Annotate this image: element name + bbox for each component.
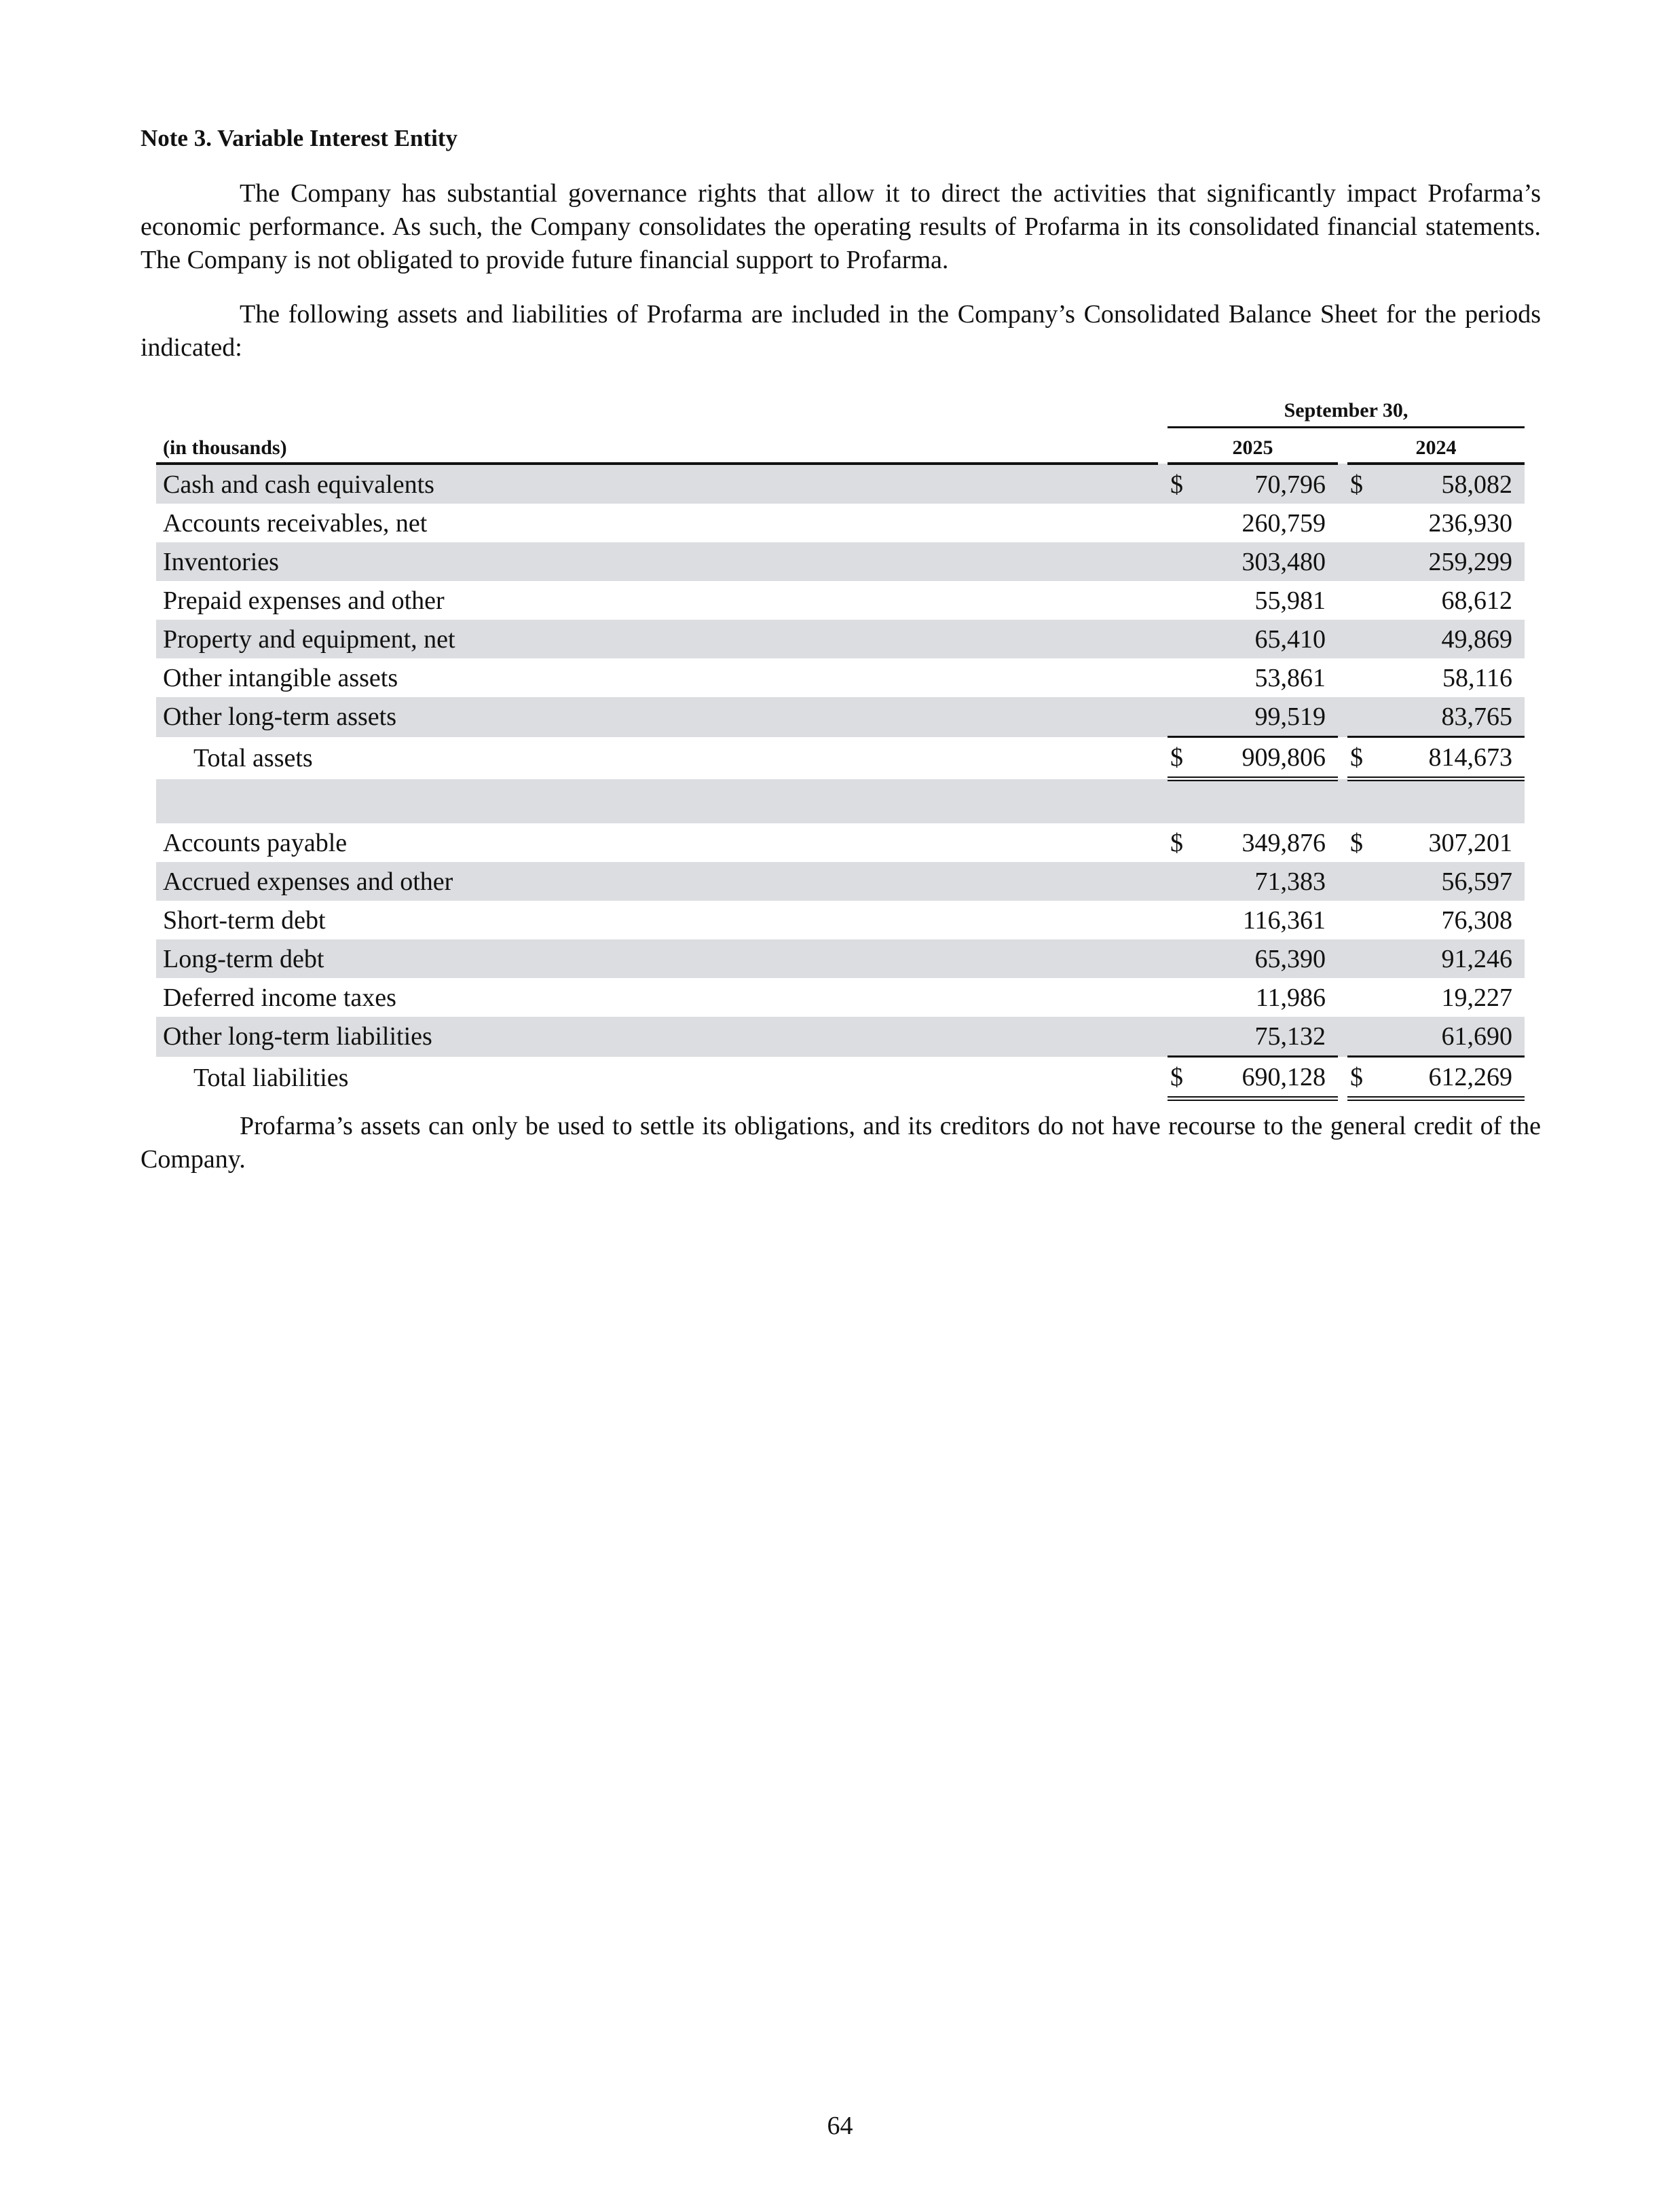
row-label: Accrued expenses and other <box>156 862 1158 901</box>
currency-symbol: $ <box>1347 464 1370 504</box>
value-2024: 91,246 <box>1370 939 1525 978</box>
row-label: Other long-term liabilities <box>156 1017 1158 1057</box>
value-2024: 612,269 <box>1370 1057 1525 1099</box>
table-row <box>156 1017 1525 1057</box>
table-row <box>156 620 1525 658</box>
row-label: Accounts receivables, net <box>163 508 428 538</box>
currency-symbol: $ <box>1350 828 1363 857</box>
currency-symbol: $ <box>1168 464 1191 504</box>
value-2025: 65,390 <box>1191 939 1338 978</box>
vie-balance-table <box>156 394 1525 1101</box>
table-row <box>156 658 1525 697</box>
row-label: Accounts payable <box>163 828 348 857</box>
row-label: Long-term debt <box>156 939 1158 978</box>
row-label: Short-term debt <box>163 905 326 935</box>
value-2024: 49,869 <box>1370 620 1525 658</box>
row-label: Total assets <box>193 743 313 772</box>
value-2025: 53,861 <box>1254 663 1326 692</box>
total-assets-row <box>156 737 1525 779</box>
table-row <box>156 823 1525 862</box>
value-2025: 65,410 <box>1191 620 1338 658</box>
value-2025: 55,981 <box>1254 586 1326 615</box>
value-2025: 909,806 <box>1191 737 1338 779</box>
note-heading: Note 3. Variable Interest Entity <box>141 125 458 151</box>
value-2024: 58,116 <box>1442 663 1513 692</box>
currency-symbol: $ <box>1168 1057 1191 1099</box>
value-2024: 83,765 <box>1370 697 1525 737</box>
value-2025: 116,361 <box>1242 905 1326 935</box>
value-2024: 307,201 <box>1428 828 1513 857</box>
row-label: Property and equipment, net <box>156 620 1158 658</box>
row-label: Other intangible assets <box>163 663 398 692</box>
intro-paragraph: The Company has substantial governance rights that allow it to direct the activities that significantly impact Profarma’s economic performance. As such, the Company consolidates the operating results of Profarma in its consolidated financial statements. The Company is not obligated to provide future financial support to Profarma. <box>141 179 1541 274</box>
table-row <box>156 862 1525 901</box>
row-label: Other long-term assets <box>156 697 1158 737</box>
table-header-row <box>156 428 1525 464</box>
currency-symbol: $ <box>1347 737 1370 779</box>
total-liabilities-row <box>156 1057 1525 1099</box>
value-2024: 814,673 <box>1370 737 1525 779</box>
table-header-period-row <box>156 394 1525 428</box>
column-header-2025: 2025 <box>1168 428 1338 464</box>
value-2025: 349,876 <box>1242 828 1326 857</box>
table-intro-paragraph: The following assets and liabilities of Profarma are included in the Company’s Consolidated Balance Sheet for the periods indicated: <box>141 300 1541 362</box>
value-2025: 11,986 <box>1255 983 1326 1012</box>
value-2024: 56,597 <box>1370 862 1525 901</box>
unit-label: (in thousands) <box>156 428 1158 464</box>
row-label: Deferred income taxes <box>163 983 396 1012</box>
table-row <box>156 939 1525 978</box>
value-2024: 76,308 <box>1441 905 1513 935</box>
value-2024: 68,612 <box>1441 586 1513 615</box>
value-2024: 19,227 <box>1441 983 1513 1012</box>
table-row <box>156 464 1525 504</box>
row-label: Inventories <box>156 542 1158 581</box>
table-row <box>156 581 1525 620</box>
row-label: Total liabilities <box>193 1063 349 1092</box>
table-row <box>156 697 1525 737</box>
row-label: Cash and cash equivalents <box>156 464 1158 504</box>
value-2025: 70,796 <box>1191 464 1338 504</box>
table-row <box>156 504 1525 542</box>
value-2025: 71,383 <box>1191 862 1338 901</box>
value-2025: 99,519 <box>1191 697 1338 737</box>
value-2024: 236,930 <box>1428 508 1513 538</box>
value-2025: 260,759 <box>1242 508 1326 538</box>
closing-paragraph: Profarma’s assets can only be used to settle its obligations, and its creditors do not have recourse to the general credit of the Company. <box>141 1112 1541 1174</box>
value-2025: 303,480 <box>1191 542 1338 581</box>
currency-symbol: $ <box>1347 1057 1370 1099</box>
column-header-2024: 2024 <box>1347 428 1525 464</box>
value-2024: 259,299 <box>1370 542 1525 581</box>
currency-symbol: $ <box>1170 828 1183 857</box>
currency-symbol: $ <box>1168 737 1191 779</box>
value-2024: 61,690 <box>1370 1017 1525 1057</box>
spacer-row <box>156 779 1525 824</box>
table-row <box>156 901 1525 939</box>
row-label: Prepaid expenses and other <box>163 586 445 615</box>
table-row <box>156 542 1525 581</box>
table-row <box>156 978 1525 1017</box>
value-2024: 58,082 <box>1370 464 1525 504</box>
period-header: September 30, <box>1168 394 1525 428</box>
value-2025: 75,132 <box>1191 1017 1338 1057</box>
page-number: 64 <box>827 2112 853 2140</box>
value-2025: 690,128 <box>1191 1057 1338 1099</box>
